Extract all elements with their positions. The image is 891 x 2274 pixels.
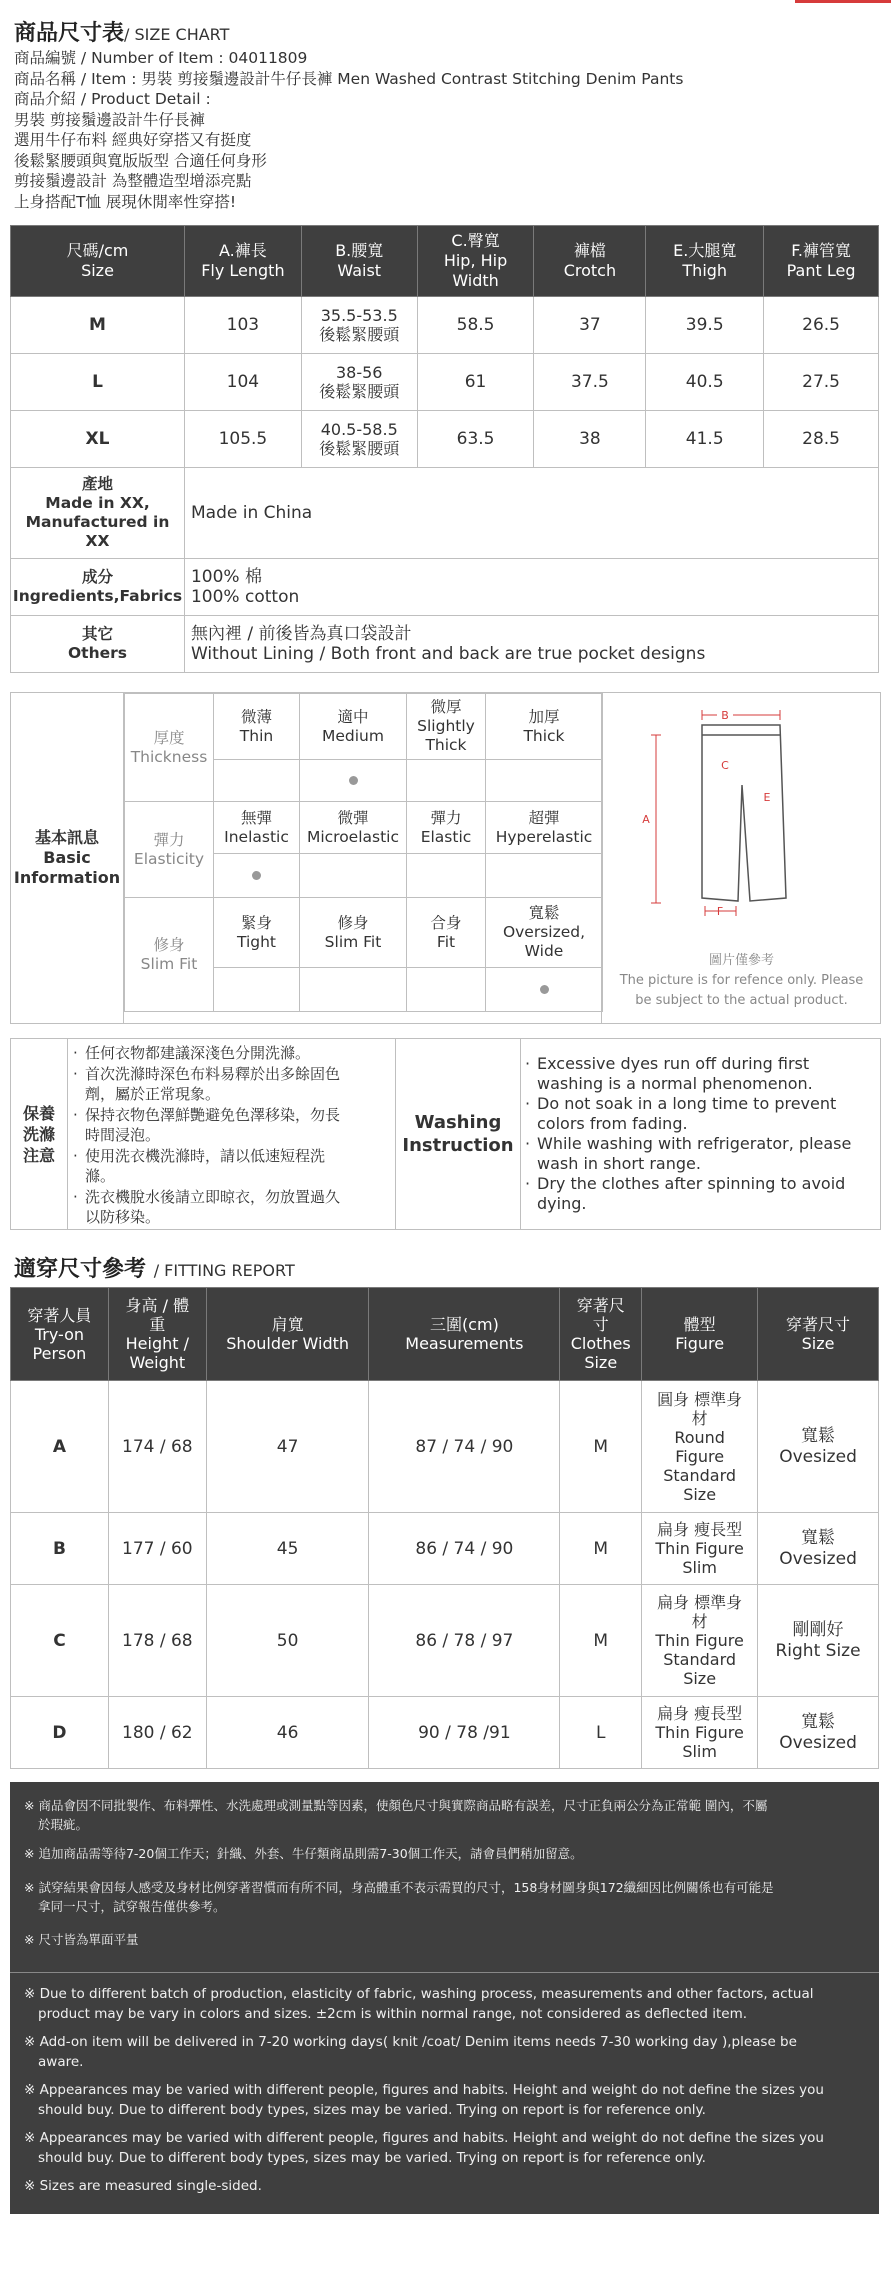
table-row <box>11 1381 879 1513</box>
figure-cell: 圓身 標準身 材 Round Figure Standard Size <box>642 1381 758 1513</box>
fit-label: 修身 Slim Fit <box>125 898 214 1012</box>
thigh-cell: 40.5 <box>646 354 764 411</box>
person-cell: A <box>11 1381 109 1513</box>
waist-cell: 35.5-53.5 後鬆緊腰頭 <box>301 297 417 354</box>
basic-info-section <box>10 692 881 1024</box>
table-row <box>11 1585 879 1697</box>
header-figure: 體型 Figure <box>642 1288 758 1381</box>
origin-value: Made in China <box>184 468 878 559</box>
option-hyperelastic: 超彈 Hyperelastic <box>486 802 603 854</box>
table-row <box>11 354 879 411</box>
size-cell: M <box>11 297 185 354</box>
option-slim-fit: 修身 Slim Fit <box>300 898 407 968</box>
list-item: · 洗衣機脫水後請立即晾衣，勿放置過久 以防移染。 <box>73 1187 341 1226</box>
ingredients-label: 成分 Ingredients,Fabrics <box>11 559 185 616</box>
marker-cell <box>407 760 486 802</box>
hip-cell: 58.5 <box>417 297 534 354</box>
info-line: 剪接鬚邊設計 為整體造型增添亮點 <box>14 172 252 190</box>
option-tight: 緊身 Tight <box>214 898 300 968</box>
picture-note <box>602 951 881 1011</box>
header-clothes-size: 穿著尺 寸 Clothes Size <box>560 1288 642 1381</box>
list-item: · 任何衣物都建議深淺色分開洗滌。 <box>73 1044 311 1062</box>
marker-cell <box>486 854 603 898</box>
info-line: 上身搭配T恤 展現休閒率性穿搭! <box>14 192 237 211</box>
thickness-options-row <box>125 694 603 760</box>
fitting-title-zh: 適穿尺寸參考 <box>14 1257 147 1282</box>
hip-cell: 61 <box>417 354 534 411</box>
marker-cell <box>300 760 407 802</box>
marker-cell <box>300 968 407 1012</box>
ingredients-row <box>11 559 879 616</box>
washing-label-en: Washing Instruction <box>395 1039 521 1229</box>
waist-cell: 40.5-58.5 後鬆緊腰頭 <box>301 411 417 468</box>
dim-label-c: C <box>721 759 729 772</box>
picture-note-zh: 圖片僅參考 <box>708 953 774 968</box>
list-item: · While washing with refrigerator, please wash in short range. <box>525 1134 852 1173</box>
selected-dot <box>252 871 261 880</box>
header-measurements: 三圍(cm) Measurements <box>369 1288 560 1381</box>
selected-dot <box>349 776 358 785</box>
info-line: 選用牛仔布料 經典好穿搭又有挺度 <box>14 131 252 149</box>
header-fit-size: 穿著尺寸 Size <box>758 1288 879 1381</box>
info-line: 商品介紹 / Product Detail : <box>14 90 211 108</box>
measurements-cell: 87 / 74 / 90 <box>369 1381 560 1513</box>
option-medium: 適中 Medium <box>300 694 407 760</box>
note-en: ※ Add-on item will be delivered in 7-20 working days( knit /coat/ Denim items needs 7-30 working day ),please be aware. <box>24 2034 797 2070</box>
basic-info-label: 基本訊息 Basic Information <box>11 693 124 1023</box>
clothes-size-cell: L <box>560 1697 642 1769</box>
shoulder-cell: 45 <box>206 1513 369 1585</box>
info-line: 商品編號 / Number of Item : 04011809 <box>14 49 308 67</box>
option-thick: 加厚 Thick <box>486 694 603 760</box>
person-cell: D <box>11 1697 109 1769</box>
option-microelastic: 微彈 Microelastic <box>300 802 407 854</box>
option-oversized: 寬鬆 Oversized, Wide <box>486 898 603 968</box>
marker-cell <box>407 968 486 1012</box>
hw-cell: 174 / 68 <box>108 1381 206 1513</box>
note-zh: ※ 追加商品需等待7-20個工作天；針織、外套、牛仔類商品則需7-30個工作天，請會員們稍加留意。 <box>24 1846 583 1861</box>
option-inelastic: 無彈 Inelastic <box>214 802 300 854</box>
header-waist: B.腰寬 Waist <box>301 226 417 297</box>
title-en: / SIZE CHART <box>124 25 230 44</box>
top-accent-bar <box>795 0 891 3</box>
dim-label-f: F <box>716 905 724 918</box>
table-row <box>11 1697 879 1769</box>
measurements-cell: 86 / 74 / 90 <box>369 1513 560 1585</box>
elasticity-label: 彈力 Elasticity <box>125 802 214 898</box>
picture-note-en-1: The picture is for refence only. Please <box>619 973 864 988</box>
figure-cell: 扁身 標準身 材 Thin Figure Standard Size <box>642 1585 758 1697</box>
fit-cell: 寬鬆 Ovesized <box>758 1381 879 1513</box>
note-zh: ※ 試穿結果會因每人感受及身材比例穿著習慣而有所不同，身高體重不表示需買的尺寸，158身材圖身與172纖細因比例關係也有可能是 拿同一尺寸，試穿報告僅供參考。 <box>24 1880 774 1914</box>
title-zh: 商品尺寸表 <box>14 21 125 46</box>
attribute-grid <box>124 693 603 1012</box>
marker-cell <box>214 854 300 898</box>
info-line: 男裝 剪接鬚邊設計牛仔長褲 <box>14 110 205 129</box>
note-en: ※ Appearances may be varied with different people, figures and habits. Height and weight do not define the sizes you should buy. Due to different body types, sizes may be varied. Trying on report is for reference only. <box>24 2082 824 2118</box>
size-cell: XL <box>11 411 185 468</box>
crotch-cell: 37 <box>534 297 646 354</box>
marker-cell <box>486 968 603 1012</box>
header-person: 穿著人員 Try-on Person <box>11 1288 109 1381</box>
list-item: · Do not soak in a long time to prevent colors from fading. <box>525 1094 837 1133</box>
selected-dot <box>540 985 549 994</box>
pants-diagram <box>602 693 881 963</box>
marker-cell <box>407 854 486 898</box>
dim-label-b: B <box>721 709 729 722</box>
list-item: · 首次洗滌時深色布料易釋於出多餘固色 劑，屬於正常現象。 <box>73 1064 341 1103</box>
leg-cell: 28.5 <box>764 411 879 468</box>
list-item: · 使用洗衣機洗滌時，請以低速短程洗 滌。 <box>73 1146 326 1185</box>
fit-cell: 剛剛好 Right Size <box>758 1585 879 1697</box>
size-chart-title <box>14 16 229 47</box>
table-row <box>11 297 879 354</box>
others-value: 無內裡 / 前後皆為真口袋設計 Without Lining / Both front and back are true pocket designs <box>184 616 878 673</box>
washing-section <box>10 1038 881 1230</box>
hip-cell: 63.5 <box>417 411 534 468</box>
option-elastic: 彈力 Elastic <box>407 802 486 854</box>
header-thigh: E.大腿寬 Thigh <box>646 226 764 297</box>
clothes-size-cell: M <box>560 1381 642 1513</box>
washing-zh-list <box>73 1043 395 1228</box>
measurements-cell: 86 / 78 / 97 <box>369 1585 560 1697</box>
marker-cell <box>214 968 300 1012</box>
list-item: · Excessive dyes run off during first washing is a normal phenomenon. <box>525 1054 813 1093</box>
measurements-cell: 90 / 78 /91 <box>369 1697 560 1769</box>
fit-cell: 寬鬆 Ovesized <box>758 1513 879 1585</box>
marker-cell <box>300 854 407 898</box>
washing-label-zh: 保養 洗滌 注意 <box>11 1039 68 1229</box>
person-cell: C <box>11 1585 109 1697</box>
clothes-size-cell: M <box>560 1585 642 1697</box>
dim-label-a: A <box>642 813 650 826</box>
crotch-cell: 37.5 <box>534 354 646 411</box>
option-thin: 微薄 Thin <box>214 694 300 760</box>
list-item: · 保持衣物色澤鮮艷避免色澤移染，勿長 時間浸泡。 <box>73 1105 341 1144</box>
shoulder-cell: 47 <box>206 1381 369 1513</box>
info-line: 商品名稱 / Item : 男裝 剪接鬚邊設計牛仔長褲 Men Washed Contrast Stitching Denim Pants <box>14 69 684 88</box>
others-label: 其它 Others <box>11 616 185 673</box>
fitting-title-en: / FITTING REPORT <box>153 1261 295 1280</box>
crotch-cell: 38 <box>534 411 646 468</box>
option-slightly-thick: 微厚 Slightly Thick <box>407 694 486 760</box>
note-en: ※ Appearances may be varied with different people, figures and habits. Height and weight do not define the sizes you should buy. Due to different body types, sizes may be varied. Trying on report is for reference only. <box>24 2130 824 2166</box>
header-shoulder: 肩寬 Shoulder Width <box>206 1288 369 1381</box>
thigh-cell: 39.5 <box>646 297 764 354</box>
option-fit: 合身 Fit <box>407 898 486 968</box>
others-row <box>11 616 879 673</box>
header-size: 尺碼/cm Size <box>11 226 185 297</box>
note-en: ※ Due to different batch of production, elasticity of fabric, washing process, measurements and other factors, actual product may be vary in colors and sizes. ±2cm is within normal range, not considered as deflected item. <box>24 1986 814 2022</box>
leg-cell: 26.5 <box>764 297 879 354</box>
pants-diagram-box <box>601 693 881 1023</box>
notes-panel <box>10 1782 879 2214</box>
fit-cell: 寬鬆 Ovesized <box>758 1697 879 1769</box>
hw-cell: 180 / 62 <box>108 1697 206 1769</box>
product-info <box>14 48 683 212</box>
thigh-cell: 41.5 <box>646 411 764 468</box>
shoulder-cell: 46 <box>206 1697 369 1769</box>
notes-divider <box>10 1972 879 1973</box>
header-crotch: 褲檔 Crotch <box>534 226 646 297</box>
clothes-size-cell: M <box>560 1513 642 1585</box>
length-cell: 103 <box>184 297 301 354</box>
note-en: ※ Sizes are measured single-sided. <box>24 2178 262 2194</box>
figure-cell: 扁身 瘦長型 Thin Figure Slim <box>642 1697 758 1769</box>
fitting-title <box>14 1252 295 1283</box>
elasticity-options-row <box>125 802 603 854</box>
header-length: A.褲長 Fly Length <box>184 226 301 297</box>
size-table <box>10 225 879 673</box>
washing-en-list <box>525 1054 875 1214</box>
origin-row <box>11 468 879 559</box>
table-row <box>11 1513 879 1585</box>
origin-label: 產地 Made in XX, Manufactured in XX <box>11 468 185 559</box>
marker-cell <box>486 760 603 802</box>
marker-cell <box>214 760 300 802</box>
fitting-table <box>10 1287 879 1769</box>
hw-cell: 178 / 68 <box>108 1585 206 1697</box>
fitting-header <box>11 1288 879 1381</box>
picture-note-en-2: be subject to the actual product. <box>635 993 848 1008</box>
size-cell: L <box>11 354 185 411</box>
figure-cell: 扁身 瘦長型 Thin Figure Slim <box>642 1513 758 1585</box>
note-zh: ※ 尺寸皆為單面平量 <box>24 1932 139 1947</box>
thickness-label: 厚度 Thickness <box>125 694 214 802</box>
shoulder-cell: 50 <box>206 1585 369 1697</box>
ingredients-value: 100% 棉 100% cotton <box>184 559 878 616</box>
size-table-header <box>11 226 879 297</box>
fit-options-row <box>125 898 603 968</box>
header-hip: C.臀寬 Hip, Hip Width <box>417 226 534 297</box>
list-item: · Dry the clothes after spinning to avoid dying. <box>525 1174 846 1213</box>
table-row <box>11 411 879 468</box>
length-cell: 105.5 <box>184 411 301 468</box>
leg-cell: 27.5 <box>764 354 879 411</box>
hw-cell: 177 / 60 <box>108 1513 206 1585</box>
info-line: 後鬆緊腰頭與寬版版型 合適任何身形 <box>14 151 267 170</box>
waist-cell: 38-56 後鬆緊腰頭 <box>301 354 417 411</box>
header-leg: F.褲管寬 Pant Leg <box>764 226 879 297</box>
length-cell: 104 <box>184 354 301 411</box>
person-cell: B <box>11 1513 109 1585</box>
header-height-weight: 身高 / 體 重 Height / Weight <box>108 1288 206 1381</box>
note-zh: ※ 商品會因不同批製作、布料彈性、水洗處理或測量點等因素，使顏色尺寸與實際商品略有誤差，尺寸正負兩公分為正常範 圍內，不屬 於瑕疵。 <box>24 1798 768 1832</box>
dim-label-e: E <box>763 791 771 804</box>
